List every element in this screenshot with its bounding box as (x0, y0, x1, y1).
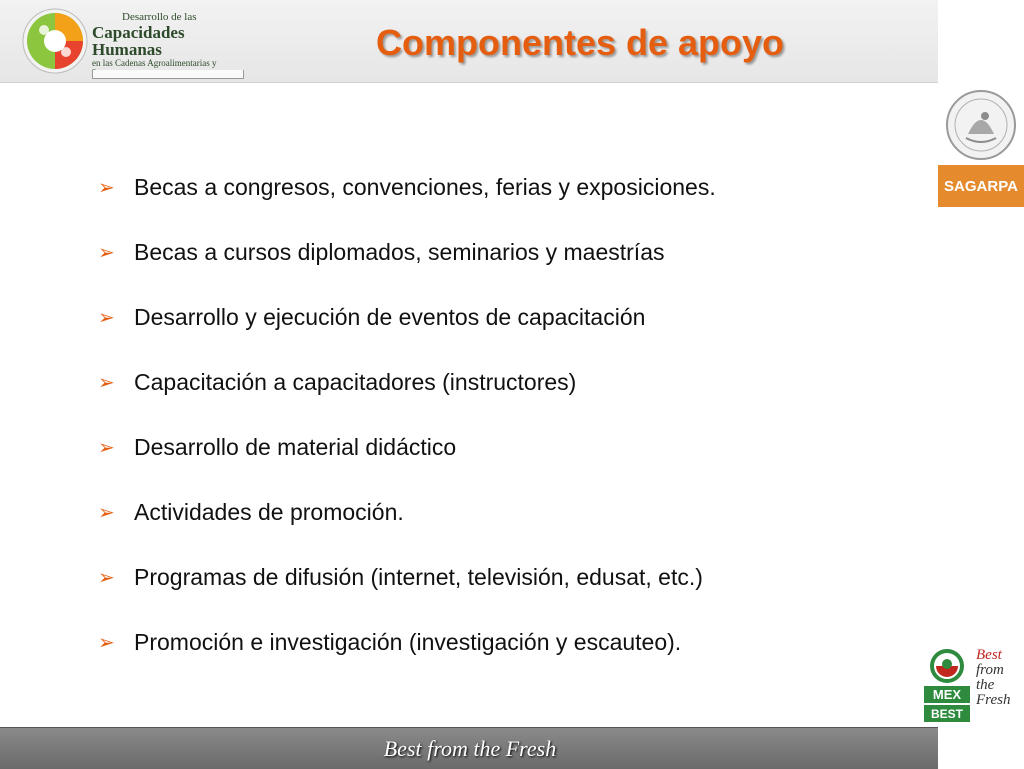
tag-fresh: Fresh (976, 692, 1011, 708)
mexico-seal-icon (938, 86, 1024, 164)
best-text: BEST (930, 707, 964, 721)
tag-from: from (976, 662, 1004, 678)
bullet-list (98, 155, 918, 675)
mexbest-logo-icon (922, 648, 972, 724)
list-item (98, 545, 918, 610)
bullet-text: Desarrollo de material didáctico (134, 434, 457, 460)
footer-tagline: Best from the Fresh (383, 736, 557, 761)
logo-line-2: Capacidades Humanas (92, 22, 185, 60)
bullet-text: Promoción e investigación (investigación y escauteo). (134, 629, 682, 655)
list-item (98, 155, 918, 220)
sagarpa-label: SAGARPA (938, 165, 1024, 207)
bullet-arrow-icon: ➢ (98, 242, 115, 264)
bullet-arrow-icon: ➢ (98, 502, 115, 524)
bullet-arrow-icon: ➢ (98, 307, 115, 329)
bullet-text: Becas a congresos, convenciones, ferias y exposiciones. (134, 174, 716, 200)
capacidades-logo-icon (20, 6, 90, 76)
bullet-arrow-icon: ➢ (98, 437, 115, 459)
list-item (98, 610, 918, 675)
bullet-arrow-icon: ➢ (98, 567, 115, 589)
bullet-arrow-icon: ➢ (98, 632, 115, 654)
list-item (98, 415, 918, 480)
mexbest-logo (922, 648, 1022, 726)
mex-text: MEX (932, 687, 962, 702)
list-item (98, 285, 918, 350)
list-item (98, 220, 918, 285)
slide-title: Componentes de apoyo (375, 22, 785, 63)
bullet-text: Becas a cursos diplomados, seminarios y maestrías (134, 239, 665, 265)
capacidades-logo-text (92, 12, 220, 78)
tag-the: the (976, 677, 995, 693)
capacidades-logo (20, 6, 220, 76)
bullet-text: Actividades de promoción. (134, 499, 404, 525)
bullet-text: Desarrollo y ejecución de eventos de capacitación (134, 304, 646, 330)
header-right-band (938, 0, 1024, 82)
mexbest-tagline (976, 648, 1022, 708)
logo-underline (92, 70, 244, 79)
bullet-arrow-icon: ➢ (98, 177, 115, 199)
logo-line-3: en las Cadenas Agroalimentarias y (92, 58, 217, 69)
tag-best: Best (976, 647, 1002, 663)
bullet-text: Programas de difusión (internet, televisión, edusat, etc.) (134, 564, 703, 590)
bullet-arrow-icon: ➢ (98, 372, 115, 394)
footer-right-band (938, 727, 1024, 768)
logo-line-1: Desarrollo de las (122, 11, 197, 23)
list-item (98, 480, 918, 545)
bullet-text: Capacitación a capacitadores (instructores) (134, 369, 577, 395)
list-item (98, 350, 918, 415)
